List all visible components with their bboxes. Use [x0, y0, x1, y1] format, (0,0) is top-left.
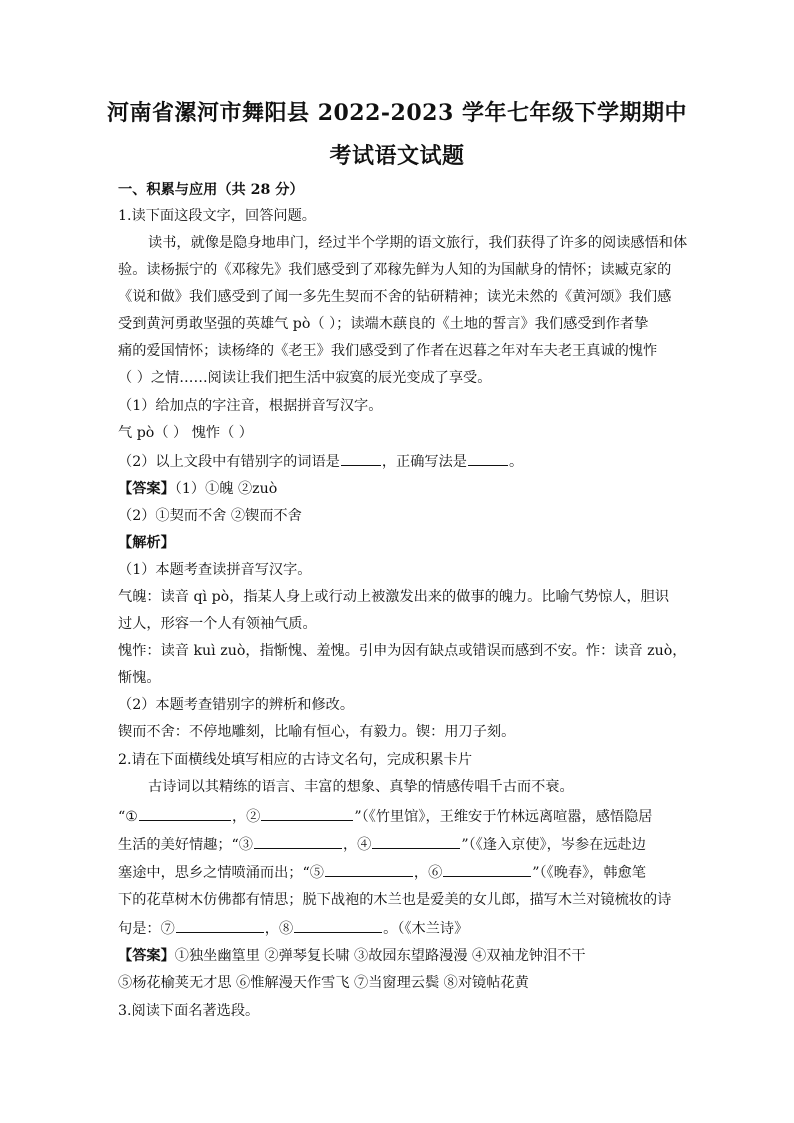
answer-line: ⑤杨花榆荚无才思 ⑥惟解漫天作雪飞 ⑦当窗理云鬓 ⑧对镜帖花黄 [118, 975, 529, 991]
fill-text: ，⑥ [413, 865, 443, 881]
question-2-intro: 古诗词以其精练的语言、丰富的想象、真挚的情感传唱千古而不衰。 [148, 779, 574, 795]
answer-blank [254, 834, 342, 849]
passage-line: 《说和做》我们感受到了闻一多先生契而不舍的钻研精神；读光未然的《黄河颂》我们感 [118, 289, 672, 305]
passage-line: （ ）之情……阅读让我们把生活中寂寞的辰光变成了享受。 [118, 370, 492, 386]
answer-blank [176, 918, 264, 933]
answer-text: ①独坐幽篁里 ②弹琴复长啸 ③故园东望路漫漫 ④双袖龙钟泪不干 [174, 948, 586, 964]
answer-line: （2）①契而不舍 ②锲而不舍 [118, 508, 302, 524]
fill-text: ”（《晚春》，韩愈笔 [532, 865, 646, 881]
answer-line [118, 946, 678, 966]
analysis-line: （1）本题考查读拼音写汉字。 [118, 562, 312, 578]
page-title: 河南省漯河市舞阳县 2022-2023 学年七年级下学期期中 [107, 100, 687, 126]
answer-text: （1）①魄 ②zuò [174, 481, 278, 497]
fill-line [118, 918, 678, 939]
fill-text: ，② [231, 809, 261, 825]
sub-question-1-items: 气 pò（ ） 愧怍（ ） [118, 425, 253, 441]
answer-line [118, 479, 678, 499]
analysis-line: 气魄：读音 qì pò，指某人身上或行动上被激发出来的做事的魄力。比喻气势惊人，胆识 [118, 589, 670, 605]
fill-text: ”（《逢入京使》，岑参在远赴边 [461, 837, 646, 853]
passage-line: 验。读杨振宁的《邓稼先》我们感受到了邓稼先鲜为人知的为国献身的情怀；读臧克家的 [118, 262, 672, 278]
fill-text: 。（《木兰诗》 [383, 921, 469, 937]
analysis-label: 【解析】 [118, 535, 175, 551]
answer-blank [372, 834, 460, 849]
page-subtitle: 考试语文试题 [329, 143, 465, 169]
answer-blank [325, 862, 413, 877]
fill-line: 下的花草树木仿佛都有情思；脱下战袍的木兰也是爱美的女儿郎，描写木兰对镜梳妆的诗 [118, 892, 672, 908]
analysis-line: 惭愧。 [118, 670, 161, 686]
analysis-line: 锲而不舍：不停地雕刻，比喻有恒心，有毅力。锲：用刀子刻。 [118, 724, 516, 740]
sub-question-2 [118, 451, 678, 472]
answer-label: 【答案】 [118, 948, 175, 964]
fill-line [118, 834, 678, 855]
sub-question-2-text: （2）以上文段中有错别字的词语是 [118, 454, 340, 470]
fill-line [118, 806, 678, 827]
analysis-line: （2）本题考查错别字的辨析和修改。 [118, 697, 355, 713]
fill-line [118, 862, 678, 883]
fill-text: 句是：⑦ [118, 921, 175, 937]
fill-text: “① [118, 809, 138, 825]
analysis-line: 愧怍：读音 kuì zuò，指惭愧、羞愧。引申为因有缺点或错误而感到不安。怍：读音 zuò， [118, 643, 687, 659]
sub-question-2-text: 。 [508, 454, 524, 470]
passage-line: 痛的爱国情怀；读杨绛的《老王》我们感受到了作者在迟暮之年对车夫老王真诚的愧怍 [118, 343, 658, 359]
question-1-stem: 1.读下面这段文字，回答问题。 [118, 208, 316, 224]
fill-text: ，⑧ [264, 921, 294, 937]
answer-blank [468, 451, 508, 466]
question-2-stem: 2.请在下面横线处填写相应的古诗文名句，完成积累卡片 [118, 752, 473, 768]
passage-line: 受到黄河勇敢坚强的英雄气 pò（ ）；读端木蕻良的《土地的誓言》我们感受到作者挚 [118, 316, 649, 332]
passage-line: 读书，就像是隐身地串门，经过半个学期的语文旅行，我们获得了许多的阅读感悟和体 [148, 235, 688, 251]
answer-label: 【答案】 [118, 481, 175, 497]
answer-blank [443, 862, 531, 877]
answer-blank [139, 806, 231, 821]
fill-text: ”（《竹里馆》，王维安于竹林远离喧嚣，感悟隐居 [354, 809, 653, 825]
answer-blank [341, 451, 381, 466]
question-3-stem: 3.阅读下面名著选段。 [118, 1003, 260, 1019]
sub-question-2-text: ，正确写法是 [381, 454, 467, 470]
section-heading: 一、积累与应用（共 28 分） [118, 182, 304, 198]
fill-text: ，④ [342, 837, 372, 853]
fill-text: 塞途中，思乡之情喷涌而出；“⑤ [118, 865, 324, 881]
answer-blank [294, 918, 382, 933]
analysis-line: 过人，形容一个人有领袖气质。 [118, 616, 317, 632]
sub-question-1: （1）给加点的字注音，根据拼音写汉字。 [118, 398, 383, 414]
answer-blank [261, 806, 353, 821]
fill-text: 生活的美好情趣；“③ [118, 837, 253, 853]
